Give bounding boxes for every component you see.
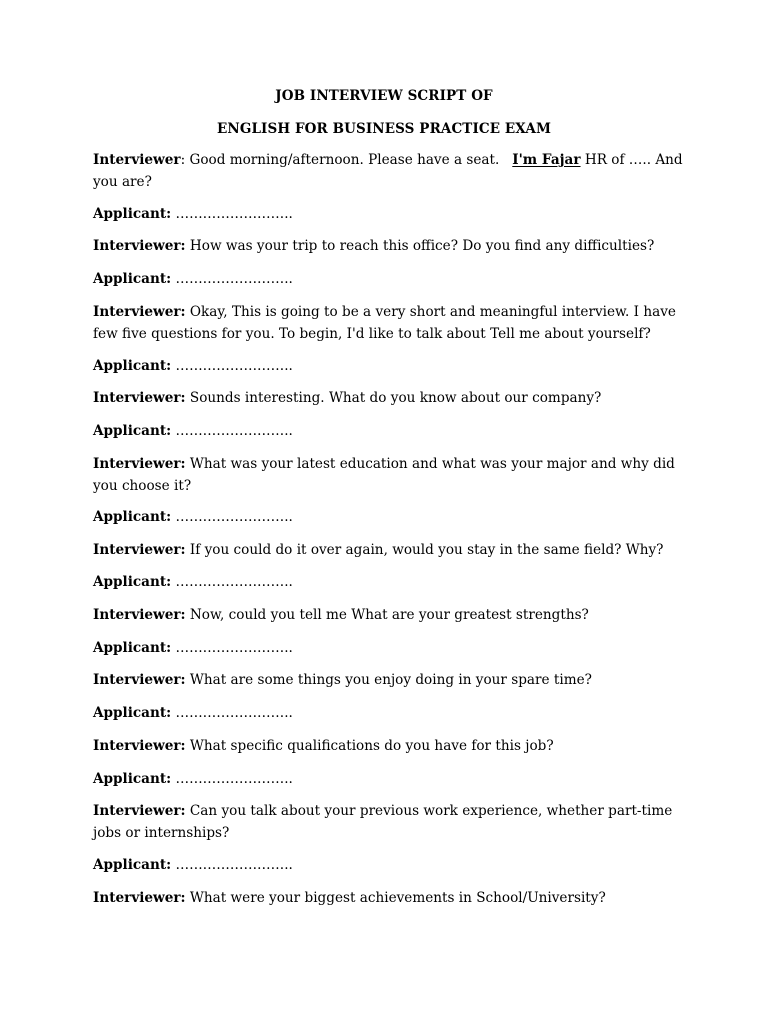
applicant-line-9 xyxy=(93,769,685,791)
applicant-line-10 xyxy=(93,855,685,877)
speaker-label: Interviewer: xyxy=(93,238,186,254)
interviewer-line-2 xyxy=(93,236,685,258)
interviewer-line-11 xyxy=(93,888,685,910)
interviewer-line-6 xyxy=(93,540,685,562)
question-text: Now, could you tell me What are your greatest strengths? xyxy=(185,607,589,623)
question-text: Can you talk about your previous work experience, whether part-time jobs or internships? xyxy=(93,803,673,841)
applicant-answer-placeholder: …………………….. xyxy=(171,358,293,374)
applicant-line-8 xyxy=(93,703,685,725)
question-text: How was your trip to reach this office? Do you find any difficulties? xyxy=(185,238,655,254)
applicant-line-5 xyxy=(93,507,685,529)
applicant-line-2 xyxy=(93,269,685,291)
speaker-label: Applicant: xyxy=(93,574,172,590)
interviewer-line-3 xyxy=(93,302,685,345)
interviewer-line-8 xyxy=(93,670,685,692)
speaker-label: Interviewer: xyxy=(93,390,186,406)
applicant-line-3 xyxy=(93,356,685,378)
interviewer-name: I'm Fajar xyxy=(512,152,581,168)
question-text: What are some things you enjoy doing in your spare time? xyxy=(185,672,592,688)
question-text: What was your latest education and what was your major and why did you choose it? xyxy=(93,456,675,494)
speaker-label: Applicant: xyxy=(93,771,172,787)
interviewer-line-10 xyxy=(93,801,685,844)
applicant-answer-placeholder: …………………….. xyxy=(171,771,293,787)
greeting-text-after: HR of ….. And you are? xyxy=(93,152,683,190)
interviewer-line-1 xyxy=(93,150,685,193)
speaker-label: Interviewer: xyxy=(93,803,186,819)
applicant-line-4 xyxy=(93,421,685,443)
question-text: What specific qualifications do you have for this job? xyxy=(185,738,554,754)
applicant-answer-placeholder: …………………….. xyxy=(171,206,293,222)
speaker-label: Applicant: xyxy=(93,857,172,873)
applicant-answer-placeholder: …………………….. xyxy=(171,574,293,590)
question-text: Sounds interesting. What do you know about our company? xyxy=(185,390,602,406)
speaker-label: Applicant: xyxy=(93,509,172,525)
speaker-label: Applicant: xyxy=(93,358,172,374)
speaker-label: Interviewer: xyxy=(93,672,186,688)
speaker-label: Interviewer xyxy=(93,152,181,168)
applicant-line-1 xyxy=(93,204,685,226)
speaker-label: Applicant: xyxy=(93,705,172,721)
speaker-label: Interviewer: xyxy=(93,304,186,320)
speaker-label: Applicant: xyxy=(93,640,172,656)
applicant-line-7 xyxy=(93,638,685,660)
speaker-label: Interviewer: xyxy=(93,738,186,754)
speaker-label: Interviewer: xyxy=(93,456,186,472)
question-text: If you could do it over again, would you stay in the same field? Why? xyxy=(185,542,664,558)
speaker-label: Interviewer: xyxy=(93,607,186,623)
applicant-answer-placeholder: …………………….. xyxy=(171,640,293,656)
applicant-line-6 xyxy=(93,572,685,594)
applicant-answer-placeholder: …………………….. xyxy=(171,857,293,873)
speaker-label: Interviewer: xyxy=(93,890,186,906)
applicant-answer-placeholder: …………………….. xyxy=(171,705,293,721)
question-text: Okay, This is going to be a very short and meaningful interview. I have few five questions for you. To begin, I'd like to talk about Tell me about yourself? xyxy=(93,304,676,342)
question-text: What were your biggest achievements in School/University? xyxy=(185,890,606,906)
interviewer-line-7 xyxy=(93,605,685,627)
applicant-answer-placeholder: …………………….. xyxy=(171,423,293,439)
speaker-label: Applicant: xyxy=(93,206,172,222)
applicant-answer-placeholder: …………………….. xyxy=(171,271,293,287)
greeting-text: : Good morning/afternoon. Please have a seat. xyxy=(180,152,500,168)
speaker-label: Interviewer: xyxy=(93,542,186,558)
applicant-answer-placeholder: …………………….. xyxy=(171,509,293,525)
document-title-line-1: JOB INTERVIEW SCRIPT OF xyxy=(275,88,493,104)
document-title-line-2: ENGLISH FOR BUSINESS PRACTICE EXAM xyxy=(217,121,551,137)
speaker-label: Applicant: xyxy=(93,423,172,439)
interviewer-line-9 xyxy=(93,736,685,758)
interviewer-line-5 xyxy=(93,454,685,497)
speaker-label: Applicant: xyxy=(93,271,172,287)
interviewer-line-4 xyxy=(93,388,685,410)
